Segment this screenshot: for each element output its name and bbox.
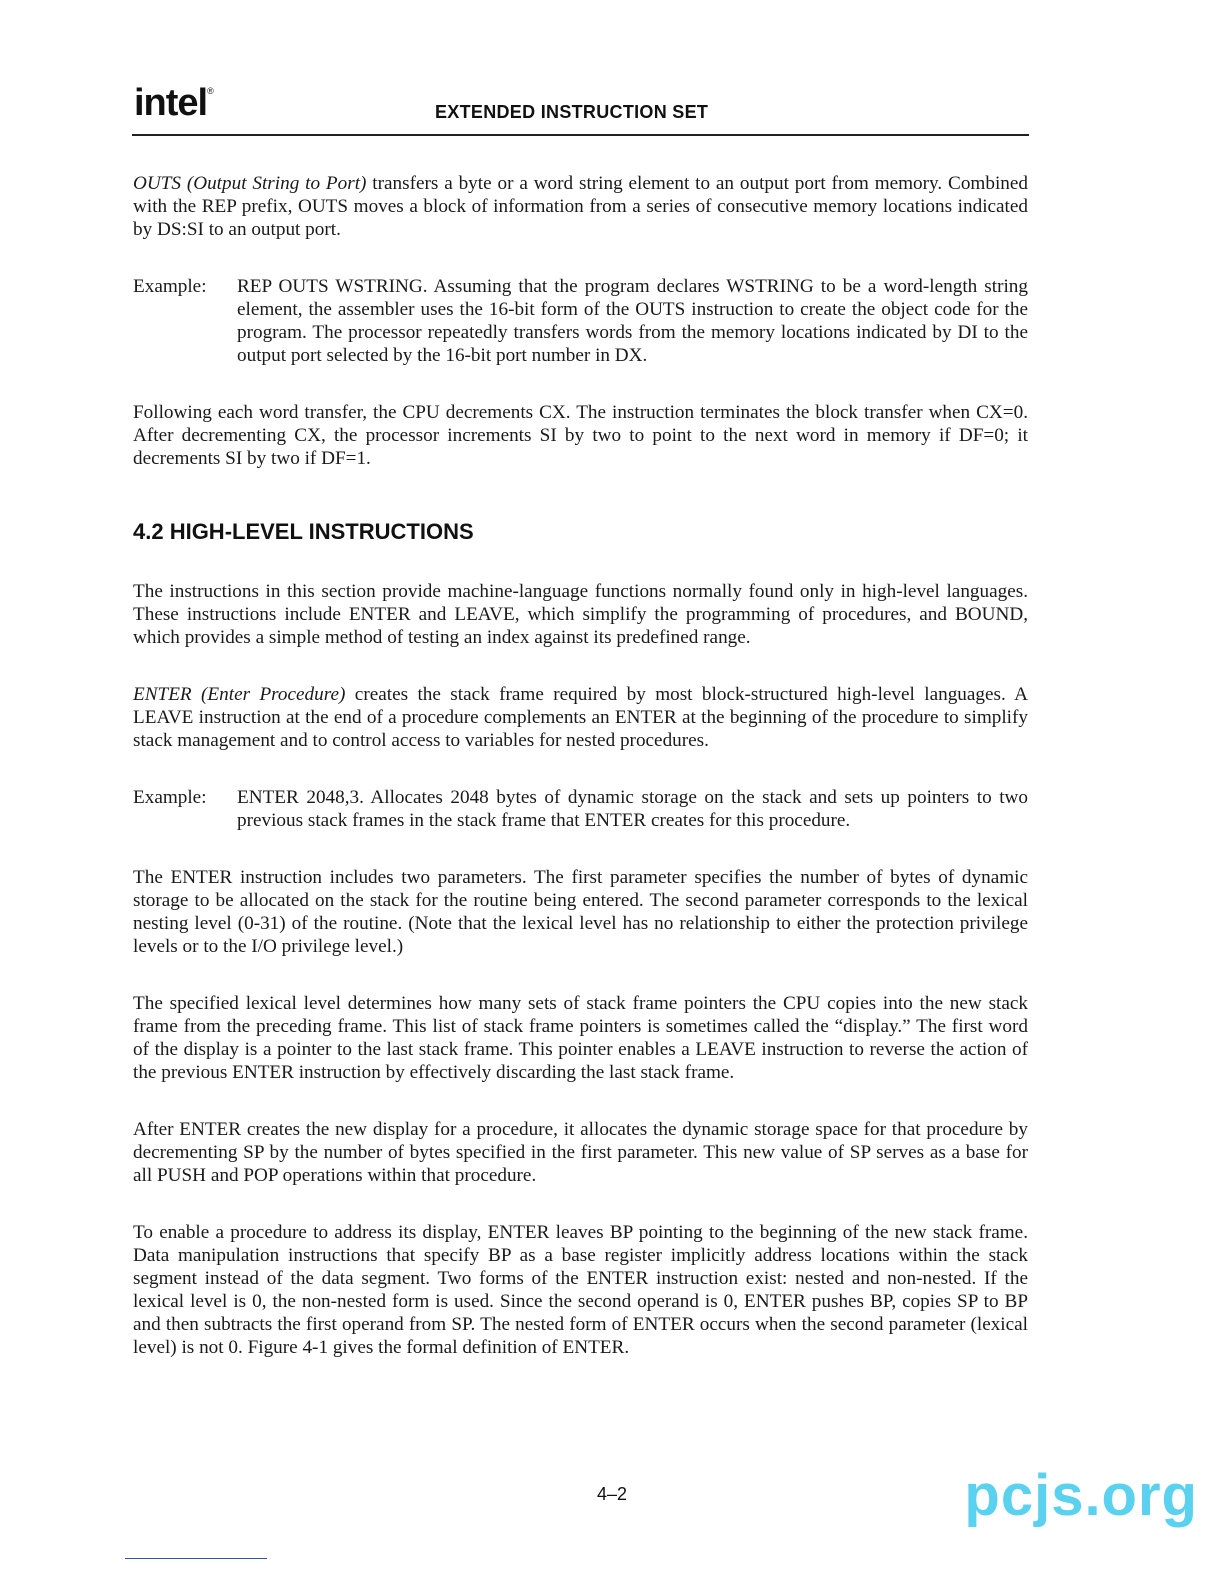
enter-lead: ENTER (Enter Procedure) [133, 684, 346, 705]
example-outs [133, 275, 1028, 367]
header-title: EXTENDED INSTRUCTION SET [435, 102, 709, 122]
enter-text: creates the stack frame required by most block-structured high-level languages. A LEAVE instruction at the end of a procedure complements an ENTER at the beginning of the procedure to simplify stack management and to control access to variables for nested procedures. [133, 684, 1028, 751]
params-paragraph: The ENTER instruction includes two parameters. The first parameter specifies the number of bytes of dynamic storage to be allocated on the stack for the routine being entered. The second parameter corresponds to the lexical nesting level (0-31) of the routine. (Note that the lexical level has no relationship to either the protection privilege levels or to the I/O privilege level.) [133, 867, 1028, 957]
intro-paragraph: The instructions in this section provide machine-language functions normally found only in high-level languages. These instructions include ENTER and LEAVE, which simplify the programming of procedures, and BOUND, which provides a simple method of testing an index against its predefined range. [133, 581, 1028, 648]
registered-mark-icon: ® [207, 86, 213, 96]
example-enter [133, 786, 1028, 832]
lexical-paragraph: The specified lexical level determines how many sets of stack frame pointers the CPU copies into the new stack frame from the preceding frame. This list of stack frame pointers is sometimes called the “display.” The first word of the display is a pointer to the last stack frame. This pointer enables a LEAVE instruction to reverse the action of the previous ENTER instruction by effectively discarding the last stack frame. [133, 993, 1028, 1083]
pcjs-watermark: pcjs.org [964, 1463, 1198, 1528]
outs-paragraph [133, 172, 1028, 241]
footer-divider [125, 1558, 267, 1559]
outs-lead: OUTS (Output String to Port) [133, 173, 367, 194]
example-label: Example: [133, 787, 207, 808]
logo-text: intel [134, 82, 208, 124]
intel-logo [134, 82, 213, 125]
example-enter-text: ENTER 2048,3. Allocates 2048 bytes of dynamic storage on the stack and sets up pointers to two previous stack frames in the stack frame that ENTER creates for this procedure. [237, 787, 1028, 831]
section-heading: 4.2 HIGH-LEVEL INSTRUCTIONS [133, 519, 474, 544]
page-number: 4–2 [596, 1484, 628, 1504]
page-header [132, 78, 1029, 136]
enter-paragraph [133, 683, 1028, 752]
page-body [133, 172, 1028, 1393]
enable-paragraph: To enable a procedure to address its display, ENTER leaves BP pointing to the beginning of the new stack frame. Data manipulation instructions that specify BP as a base register implicitly address locations within the stack segment instead of the data segment. Two forms of the ENTER instruction exist: nested and non-nested. If the lexical level is 0, the non-nested form is used. Since the second operand is 0, ENTER pushes BP, copies SP to BP and then subtracts the first operand from SP. The nested form of ENTER occurs when the second parameter (lexical level) is not 0. Figure 4-1 gives the formal definition of ENTER. [133, 1222, 1028, 1358]
after-enter-paragraph: After ENTER creates the new display for a procedure, it allocates the dynamic storage space for that procedure by decrementing SP by the number of bytes specified in the first parameter. This new value of SP serves as a base for all PUSH and POP operations within that procedure. [133, 1119, 1028, 1186]
example-label: Example: [133, 276, 207, 297]
following-paragraph: Following each word transfer, the CPU decrements CX. The instruction terminates the block transfer when CX=0. After decrementing CX, the processor increments SI by two to point to the next word in memory if DF=0; it decrements SI by two if DF=1. [133, 402, 1028, 469]
outs-text: transfers a byte or a word string element to an output port from memory. Combined with the REP prefix, OUTS moves a block of information from a series of consecutive memory locations indicated by DS:SI to an output port. [133, 173, 1028, 240]
example-outs-text: REP OUTS WSTRING. Assuming that the program declares WSTRING to be a word-length string element, the assembler uses the 16-bit form of the OUTS instruction to create the object code for the program. The processor repeatedly transfers words from the memory locations indicated by DI to the output port selected by the 16-bit port number in DX. [237, 276, 1028, 366]
